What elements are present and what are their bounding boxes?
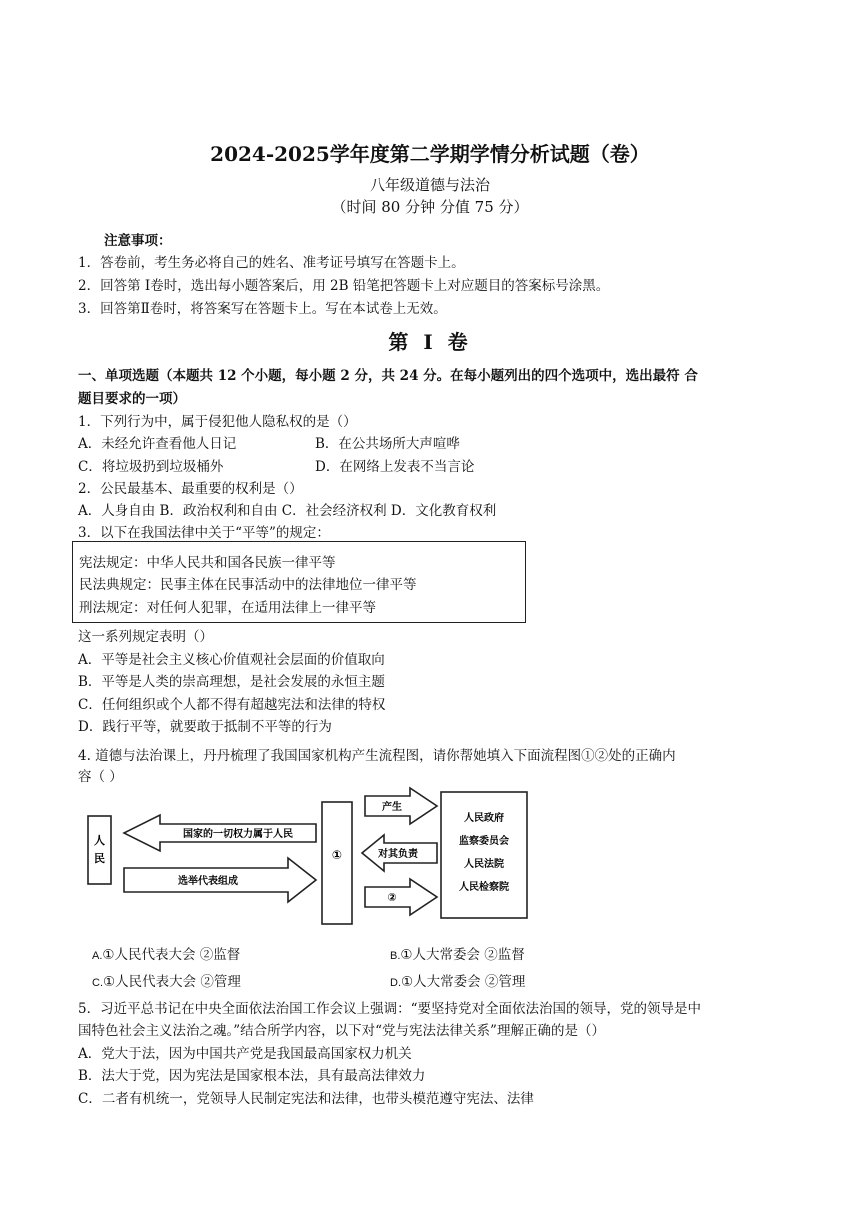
q4-option-b-letter: B. [390,950,401,962]
q5-option-c: C．二者有机统一，党领导人民制定宪法和法律，也带头模范遵守宪法、法律 [78,1091,534,1107]
q4-option-a-letter: A. [92,950,103,962]
state-organs-flowchart [80,786,540,926]
q3-quote: 刑法规定：对任何人犯罪，在适用法律上一律平等 [79,600,376,616]
notice-heading: 注意事项： [104,233,172,249]
q1-stem: 1．下列行为中，属于侵犯他人隐私权的是（） [78,414,357,430]
q1-option-c: C．将垃圾扔到垃圾桶外 [78,459,224,475]
q3-quote: 宪法规定：中华人民共和国各民族一律平等 [79,555,336,571]
people-label-2: 民 [94,852,105,865]
q3-option-d: D．践行平等，就要敢于抵制不平等的行为 [78,719,332,735]
notice-item: 3．回答第Ⅱ卷时，将答案写在答题卡上。写在本试卷上无效。 [78,301,447,317]
state-organs-box [441,792,527,918]
notice-item: 2．回答第 Ⅰ卷时，选出每小题答案后，用 2B 铅笔把答题卡上对应题目的答案标号涂黑。 [78,278,610,294]
q4-stem: 4. 道德与法治课上，丹丹梳理了我国国家机构产生流程图，请你帮她填入下面流程图①②处的正确内 [78,748,676,764]
q4-option-c-text: ①人民代表大会 ②管理 [103,974,241,990]
q4-option-b [390,943,525,963]
q1-option-a: A．未经允许查看他人日记 [78,436,237,452]
exam-title: 2024-2025学年度第二学期学情分析试题（卷） [210,142,650,166]
arrow-mark2 [365,879,437,915]
q4-option-d-letter: D. [390,977,401,989]
organ-label: 人民政府 [464,813,504,824]
q4-option-d [390,970,525,990]
produce-label: 产生 [382,802,402,813]
q3-lead: 这一系列规定表明（） [78,629,213,645]
people-label: 人民 [80,786,82,787]
q3-stem: 3．以下在我国法律中关于“平等”的规定： [78,525,330,541]
q4-option-c-letter: C. [92,977,103,989]
exam-subject: 八年级道德与法治 [369,176,490,194]
q4-option-a-text: ①人民代表大会 ②监督 [102,947,241,963]
q4-option-a [92,943,240,963]
q3-quote: 民法典规定：民事主体在民事活动中的法律地位一律平等 [79,577,417,593]
notice-item: 1．答卷前，考生务必将自己的姓名、准考证号填写在答题卡上。 [78,255,465,271]
organ-label: 人民检察院 [459,882,509,893]
center-mark: ① [331,848,343,862]
q4-option-d-text: ①人大常委会 ②管理 [401,974,526,990]
q3-quote-box [72,541,526,623]
section-heading: 一、单项选题（本题共 12 个小题，每小题 2 分，共 24 分。在每小题列出的四个选项中，选出最符 合 [78,368,698,384]
q5-option-b: B．法大于党，因为宪法是国家根本法，具有最高法律效力 [78,1068,426,1084]
q3-option-c: C．任何组织或个人都不得有超越宪法和法律的特权 [78,697,386,713]
q4-option-b-text: ①人大常委会 ②监督 [400,947,525,963]
people-label-1: 人 [94,834,105,847]
organ-label: 监察委员会 [459,836,509,847]
responsible-label: 对其负责 [378,849,418,860]
organ-label: 人民法院 [464,859,504,870]
center-box [322,802,352,924]
section-heading-cont: 题目要求的一项） [78,391,186,407]
q1-option-d: D．在网络上发表不当言论 [315,459,475,475]
q5-stem: 5．习近平总书记在中央全面依法治国工作会议上强调：“要坚持党对全面依法治国的领导，党的领导是中 [78,1001,701,1017]
q2-stem: 2．公民最基本、最重要的权利是（） [78,481,303,497]
q3-option-b: B．平等是人类的崇高理想，是社会发展的永恒主题 [78,674,385,690]
arrow-bottom-label: 选举代表组成 [178,876,238,887]
q2-options: A．人身自由 B．政治权利和自由 C．社会经济权利 D．文化教育权利 [78,503,497,519]
exam-time-info: （时间 80 分钟 分值 75 分） [331,198,529,216]
q4-stem-cont: 容（ ） [78,769,123,785]
q4-option-c [92,970,241,990]
arrow-top-label: 国家的一切权力属于人民 [183,829,293,840]
volume-title: 第 Ⅰ 卷 [388,330,472,354]
mark2-label: ② [387,891,397,904]
q1-option-b: B．在公共场所大声喧哗 [315,436,460,452]
people-box [88,816,111,884]
q3-option-a: A．平等是社会主义核心价值观社会层面的价值取向 [78,652,385,668]
q5-stem-cont: 国特色社会主义法治之魂。”结合所学内容，以下对“党与宪法法律关系”理解正确的是（） [78,1023,605,1039]
q5-option-a: A．党大于法，因为中国共产党是我国最高国家权力机关 [78,1046,412,1062]
